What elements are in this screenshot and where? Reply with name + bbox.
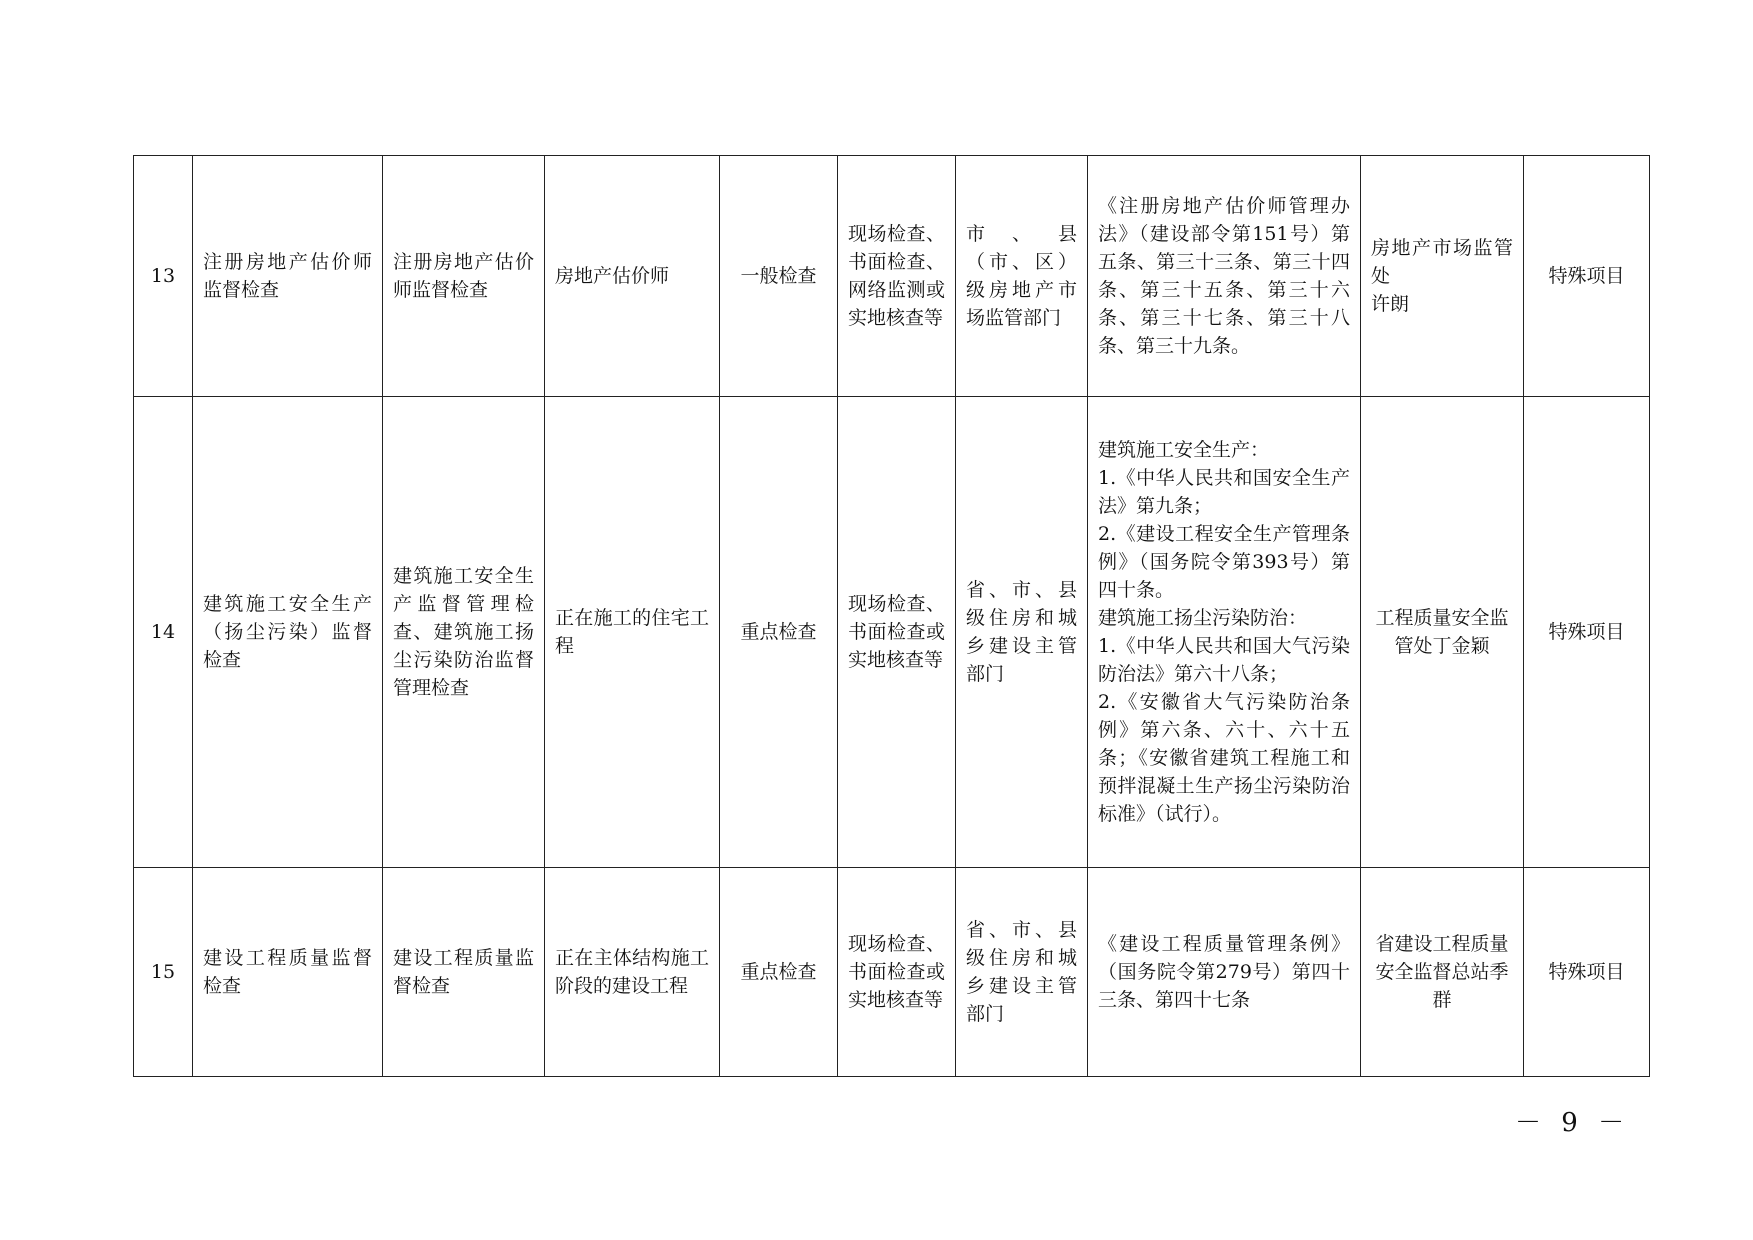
inspection-object: 正在施工的住宅工程 [545, 397, 720, 868]
inspection-type: 一般检查 [720, 156, 838, 397]
department-line: 省建设工程质量安全监督总站季群 [1375, 933, 1509, 1011]
inspection-object: 正在主体结构施工阶段的建设工程 [545, 868, 720, 1077]
remark: 特殊项目 [1524, 868, 1650, 1077]
legal-basis-line: 建筑施工安全生产： [1098, 439, 1270, 461]
legal-basis [1088, 156, 1361, 397]
legal-basis-line: 2.《安徽省大气污染防治条例》第六条、六十、六十五条；《安徽省建筑工程施工和预拌混凝土生产扬尘污染防治标准》（试行）。 [1098, 691, 1350, 825]
table-row [134, 868, 1650, 1077]
responsible-department [1361, 868, 1524, 1077]
legal-basis-line: 2.《建设工程安全生产管理条例》（国务院令第393号）第四十条。 [1098, 523, 1350, 601]
inspection-item: 建设工程质量监督检查 [193, 868, 383, 1077]
inspection-item: 注册房地产估价师监督检查 [193, 156, 383, 397]
table-row [134, 397, 1650, 868]
row-number: 13 [134, 156, 193, 397]
table-row [134, 156, 1650, 397]
remark: 特殊项目 [1524, 156, 1650, 397]
department-line: 房地产市场监管处 [1371, 237, 1513, 287]
legal-basis-line: 建筑施工扬尘污染防治： [1098, 607, 1308, 629]
inspection-method: 现场检查、书面检查或实地核查等 [838, 868, 956, 1077]
legal-basis-line: 《建设工程质量管理条例》（国务院令第279号）第四十三条、第四十七条 [1098, 933, 1350, 1011]
inspection-table [133, 155, 1650, 1077]
inspection-subject: 省、市、县级住房和城乡建设主管部门 [956, 397, 1088, 868]
page-number: － 9 － [1515, 1108, 1631, 1138]
inspection-subject: 市、县（市、区）级房地产市场监管部门 [956, 156, 1088, 397]
inspection-object: 房地产估价师 [545, 156, 720, 397]
inspection-item: 建筑施工安全生产（扬尘污染）监督检查 [193, 397, 383, 868]
inspection-method: 现场检查、书面检查、网络监测或实地核查等 [838, 156, 956, 397]
inspection-type: 重点检查 [720, 868, 838, 1077]
department-line: 工程质量安全监管处丁金颖 [1375, 607, 1509, 657]
inspection-subject: 省、市、县级住房和城乡建设主管部门 [956, 868, 1088, 1077]
row-number: 15 [134, 868, 193, 1077]
inspection-type: 重点检查 [720, 397, 838, 868]
department-line: 许朗 [1371, 293, 1410, 315]
legal-basis [1088, 397, 1361, 868]
inspection-method: 现场检查、书面检查或实地核查等 [838, 397, 956, 868]
responsible-department [1361, 397, 1524, 868]
legal-basis-line: 《注册房地产估价师管理办法》（建设部令第151号）第五条、第三十三条、第三十四条、第三十五条、第三十六条、第三十七条、第三十八条、第三十九条。 [1098, 195, 1350, 357]
legal-basis-line: 1.《中华人民共和国安全生产法》第九条； [1098, 467, 1350, 517]
row-number: 14 [134, 397, 193, 868]
responsible-department [1361, 156, 1524, 397]
inspection-content: 注册房地产估价师监督检查 [383, 156, 545, 397]
legal-basis [1088, 868, 1361, 1077]
inspection-content: 建筑施工安全生产监督管理检查、建筑施工扬尘污染防治监督管理检查 [383, 397, 545, 868]
legal-basis-line: 1.《中华人民共和国大气污染防治法》第六十八条； [1098, 635, 1350, 685]
remark: 特殊项目 [1524, 397, 1650, 868]
inspection-content: 建设工程质量监督检查 [383, 868, 545, 1077]
